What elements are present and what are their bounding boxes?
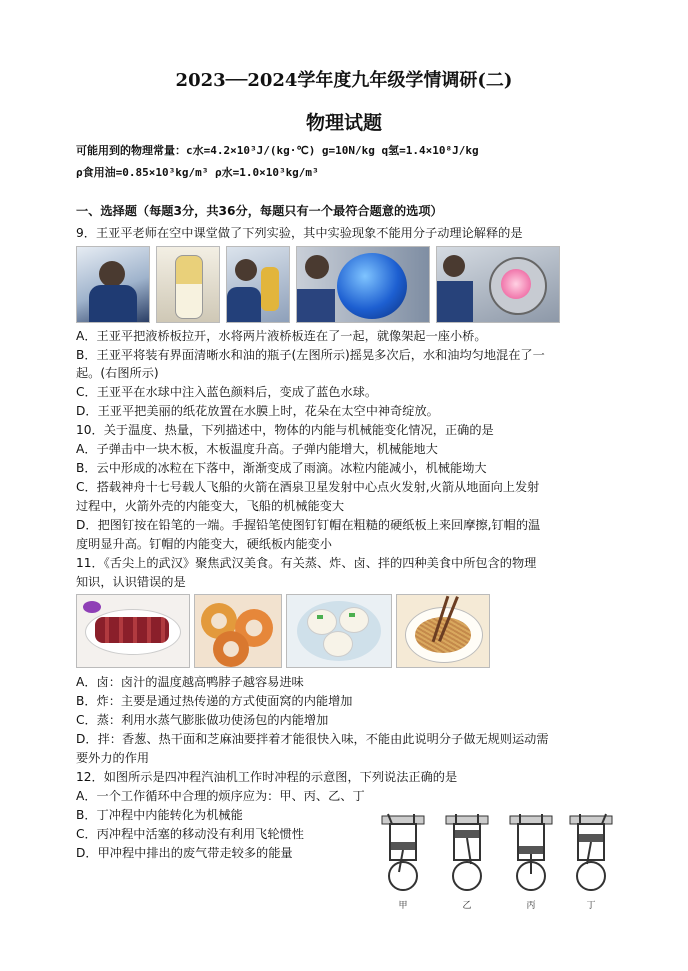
- q9-photo-paper-flower: [436, 246, 560, 323]
- q10-option-d-line1: D．把图钉按在铅笔的一端。手握铅笔使图钉钉帽在粗糙的硬纸板上来回摩擦,钉帽的温: [76, 518, 541, 532]
- q9-option-d: D．王亚平把美丽的纸花放置在水膜上时，花朵在太空中神奇绽放。: [76, 404, 439, 418]
- q11-option-b: B．炸：主要是通过热传递的方式使面窝的内能增加: [76, 694, 353, 708]
- q9-option-b-line2: 起。(右图所示): [76, 366, 159, 380]
- q9-photo-blue-water-ball: [296, 246, 430, 323]
- q11-stem-line2: 知识，认识错误的是: [76, 575, 186, 589]
- q12-option-b: B．丁冲程中内能转化为机械能: [76, 808, 243, 822]
- q12-stem: 12．如图所示是四冲程汽油机工作时冲程的示意图，下列说法正确的是: [76, 770, 458, 784]
- q12-option-a: A．一个工作循环中合理的烦序应为：甲、丙、乙、丁: [76, 789, 365, 803]
- engine-stroke-yi: [442, 812, 492, 898]
- q11-option-d-line1: D．拌：香葱、热干面和芝麻油要拌着才能很快入味，不能由此说明分子做无规则运动需: [76, 732, 549, 746]
- q11-photo-fried-mianwo: [194, 594, 282, 668]
- q12-option-c: C．丙冲程中活塞的移动没有利用飞轮惯性: [76, 827, 304, 841]
- q10-option-a: A．子弹击中一块木板，木板温度升高。子弹内能增大，机械能地大: [76, 442, 438, 456]
- constants-line-1: 可能用到的物理常量：c水=4.2×10³J/(kg·℃) g=10N/kg q氢=1.4×10⁸J/kg: [76, 144, 479, 157]
- engine-stroke-bing: [506, 812, 556, 898]
- q11-stem-line1: 11．《舌尖上的武汉》聚焦武汉美食。有关蒸、炸、卤、拌的四种美食中所包含的物理: [76, 556, 537, 570]
- q9-photo-liquid-bridge: [76, 246, 150, 323]
- q11-option-a: A．卤：卤汁的温度越高鸭脖子越容易进味: [76, 675, 304, 689]
- q9-photo-oil-bottle-right: [226, 246, 290, 323]
- constants-line-2: ρ食用油=0.85×10³kg/m³ ρ水=1.0×10³kg/m³: [76, 166, 319, 179]
- q10-option-c-line1: C．搭载神舟十七号载人飞船的火箭在酒泉卫星发射中心点火发射,火箭从地面向上发射: [76, 480, 540, 494]
- q10-option-b: B．云中形成的冰粒在下落中，渐渐变成了雨滴。冰粒内能减小，机械能坳大: [76, 461, 487, 475]
- engine-label-yi: 乙: [462, 901, 472, 911]
- q11-photo-steamed-soup-buns: [286, 594, 392, 668]
- exam-subject: 物理试题: [305, 112, 382, 134]
- q9-photo-row: [76, 246, 560, 323]
- engine-label-jia: 甲: [398, 901, 408, 911]
- engine-stroke-ding: [566, 812, 616, 898]
- section-heading: 一、选择题（每题3分，共36分，每题只有一个最符合题意的选项）: [76, 204, 443, 218]
- q12-option-d: D．甲冲程中排出的废气带走较多的能量: [76, 846, 293, 860]
- q11-option-d-line2: 要外力的作用: [76, 751, 150, 765]
- q11-photo-hot-dry-noodles: [396, 594, 490, 668]
- q10-stem: 10．关于温度、热量，下列描述中，物体的内能与机械能变化情况，正确的是: [76, 423, 494, 437]
- four-stroke-engine-diagram: [360, 812, 620, 912]
- q11-photo-braised-duck-neck: [76, 594, 190, 668]
- q11-photo-row: [76, 594, 490, 668]
- q9-option-a: A．王亚平把液桥板拉开，水将两片液桥板连在了一起，就像架起一座小桥。: [76, 329, 487, 343]
- engine-label-bing: 丙: [526, 901, 536, 911]
- q9-photo-oil-bottle-left: [156, 246, 220, 323]
- q11-option-c: C．蒸：利用水蒸气膨胀做功使汤包的内能增加: [76, 713, 329, 727]
- q9-stem: 9．王亚平老师在空中课堂做了下列实验，其中实验现象不能用分子动理论解释的是: [76, 226, 523, 240]
- q9-option-b-line1: B．王亚平将装有界面清晰水和油的瓶子(左图所示)摇晃多次后，水和油均匀地混在了一: [76, 348, 545, 362]
- q9-option-c: C．王亚平在水球中注入蓝色颜料后，变成了蓝色水球。: [76, 385, 378, 399]
- q10-option-d-line2: 度明显升高。钉帽的内能变大，硬纸板内能变小: [76, 537, 332, 551]
- engine-stroke-jia: [378, 812, 428, 898]
- engine-label-ding: 丁: [586, 901, 596, 911]
- exam-title: 2023──2024学年度九年级学情调研(二): [175, 70, 513, 91]
- q10-option-c-line2: 过程中，火箭外壳的内能变大，飞船的机械能变大: [76, 499, 345, 513]
